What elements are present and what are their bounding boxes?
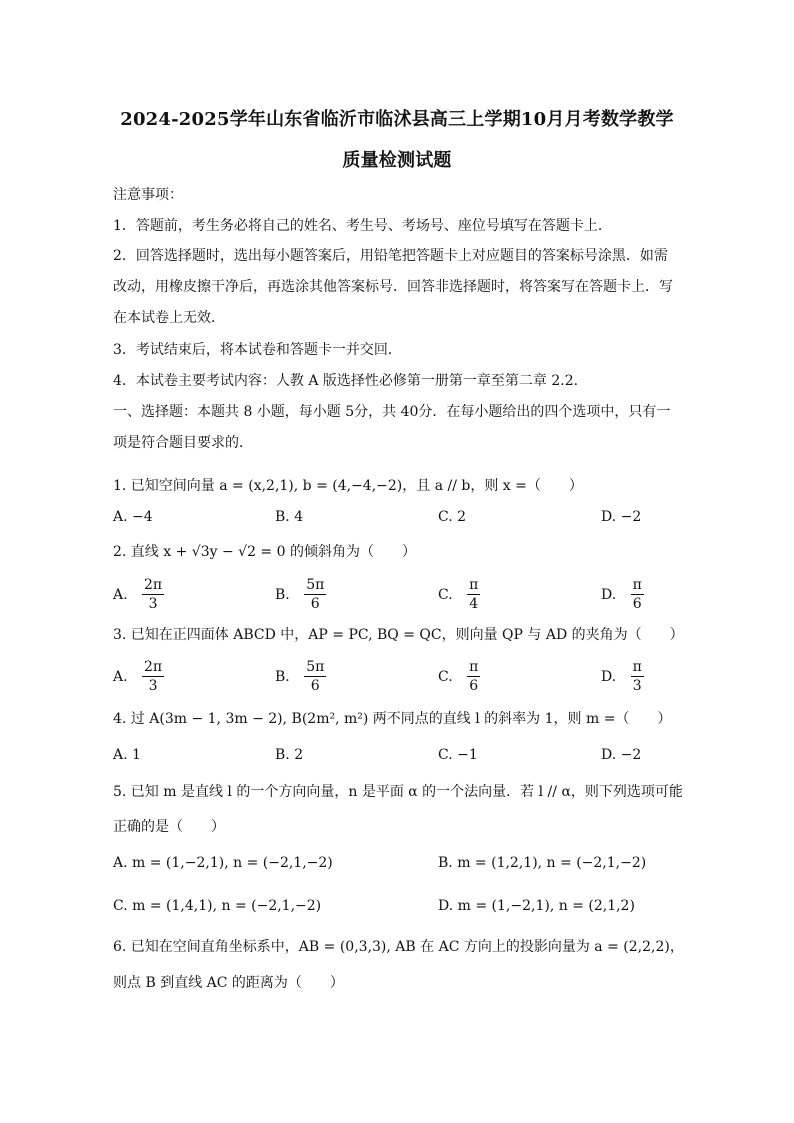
- q5-option-d[interactable]: [438, 896, 635, 916]
- option-label: D.: [601, 509, 617, 525]
- section-heading: 一、选择题：本题共 8 小题，每小题 5分，共 40分．在每小题给出的四个选项中，只有一: [113, 404, 671, 420]
- q1-option-c[interactable]: [438, 507, 466, 527]
- q4-option-b[interactable]: [275, 745, 303, 765]
- q2-option-a[interactable]: [113, 576, 164, 613]
- q1-option-d[interactable]: [601, 507, 641, 527]
- option-label: A.: [113, 855, 128, 871]
- option-text: −2: [620, 747, 642, 763]
- fraction: $\frac{2\pi}{3}$: [144, 577, 163, 612]
- section-heading-cont: 项是符合题目要求的．: [113, 435, 253, 451]
- fraction: $\frac{\pi}{6}$: [632, 577, 642, 612]
- option-label: A.: [113, 509, 128, 525]
- notice-1: 1．答题前，考生务必将自己的姓名、考生号、考场号、座位号填写在答题卡上．: [113, 218, 612, 234]
- notice-2-cont2: 在本试卷上无效．: [113, 310, 225, 326]
- option-label: B.: [275, 509, 290, 525]
- option-text: 1: [132, 747, 141, 763]
- option-text: 4: [294, 509, 304, 525]
- q4-option-c[interactable]: [438, 745, 478, 765]
- notice-2: 2．回答选择题时，选出每小题答案后，用铅笔把答题卡上对应题目的答案标号涂黑．如需: [113, 248, 668, 264]
- option-text: −1: [457, 747, 478, 763]
- option-text: m = (1,4,1), n = (−2,1,−2): [132, 898, 322, 914]
- option-label: B.: [275, 747, 290, 763]
- option-label: C.: [438, 509, 453, 525]
- option-label: C.: [438, 586, 453, 603]
- notice-3: 3．考试结束后，将本试卷和答题卡一并交回．: [113, 342, 402, 358]
- q4-option-a[interactable]: [113, 745, 141, 765]
- fraction: $\frac{\pi}{4}$: [469, 577, 479, 612]
- q3-option-d[interactable]: [601, 658, 644, 695]
- notice-heading: 注意事项：: [113, 187, 183, 203]
- q4-option-d[interactable]: [601, 745, 641, 765]
- q5-option-a[interactable]: [113, 853, 333, 873]
- q3-option-b[interactable]: [275, 658, 326, 695]
- question-2-stem: 2. 直线 x + √3y − √2 = 0 的倾斜角为（ ）: [113, 544, 416, 560]
- option-label: A.: [113, 747, 128, 763]
- option-label: D.: [601, 586, 617, 603]
- fraction: $\frac{\pi}{6}$: [469, 659, 479, 694]
- question-3-stem: 3. 已知在正四面体 ABCD 中，AP = PC, BQ = QC，则向量 QP 与 AD 的夹角为（ ）: [113, 627, 684, 643]
- option-label: A.: [113, 586, 128, 603]
- question-5-stem-cont: 正确的是（ ）: [113, 819, 225, 835]
- option-text: m = (1,−2,1), n = (−2,1,−2): [132, 855, 333, 871]
- option-label: C.: [438, 668, 453, 685]
- q2-option-c[interactable]: [438, 576, 480, 613]
- exam-title-line2: 质量检测试题: [342, 150, 452, 171]
- fraction: $\frac{2\pi}{3}$: [144, 659, 163, 694]
- question-4-stem: 4. 过 A(3m − 1, 3m − 2), B(2m², m²) 两不同点的直线 l 的斜率为 1，则 m =（ ）: [113, 711, 672, 727]
- option-text: −4: [132, 509, 153, 525]
- fraction: $\frac{5\pi}{6}$: [306, 659, 325, 694]
- option-label: B.: [275, 668, 290, 685]
- notice-2-cont: 改动，用橡皮擦干净后，再选涂其他答案标号．回答非选择题时，将答案写在答题卡上．写: [113, 279, 673, 295]
- q1-option-a[interactable]: [113, 507, 153, 527]
- question-6-stem-cont: 则点 B 到直线 AC 的距离为（ ）: [113, 975, 344, 991]
- fraction: $\frac{5\pi}{6}$: [306, 577, 325, 612]
- option-label: C.: [438, 747, 453, 763]
- option-label: D.: [601, 668, 617, 685]
- fraction: $\frac{\pi}{3}$: [632, 659, 642, 694]
- exam-title-line1: 2024-2025学年山东省临沂市临沭县高三上学期10月月考数学教学: [120, 109, 674, 130]
- q3-option-a[interactable]: [113, 658, 164, 695]
- q2-option-d[interactable]: [601, 576, 644, 613]
- question-5-stem: 5. 已知 m 是直线 l 的一个方向向量，n 是平面 α 的一个法向量．若 l // α，则下列选项可能: [113, 784, 683, 800]
- notice-4: 4．本试卷主要考试内容：人教 A 版选择性必修第一册第一章至第二章 2.2.: [113, 373, 579, 389]
- option-label: D.: [438, 898, 454, 914]
- option-label: C.: [113, 898, 128, 914]
- option-label: D.: [601, 747, 617, 763]
- option-label: B.: [438, 855, 453, 871]
- option-text: 2: [457, 509, 467, 525]
- q5-option-c[interactable]: [113, 896, 321, 916]
- q1-option-b[interactable]: [275, 507, 303, 527]
- option-text: −2: [620, 509, 642, 525]
- option-label: A.: [113, 668, 128, 685]
- q2-option-b[interactable]: [275, 576, 326, 613]
- q3-option-c[interactable]: [438, 658, 480, 695]
- option-label: B.: [275, 586, 290, 603]
- option-text: 2: [294, 747, 304, 763]
- question-1-stem: 1. 已知空间向量 a = (x,2,1), b = (4,−4,−2)，且 a // b，则 x =（ ）: [113, 478, 583, 494]
- q5-option-b[interactable]: [438, 853, 646, 873]
- option-text: m = (1,−2,1), n = (2,1,2): [457, 898, 635, 914]
- option-text: m = (1,2,1), n = (−2,1,−2): [457, 855, 647, 871]
- question-6-stem: 6. 已知在空间直角坐标系中，AB = (0,3,3), AB 在 AC 方向上的投影向量为 a = (2,2,2)，: [113, 939, 684, 955]
